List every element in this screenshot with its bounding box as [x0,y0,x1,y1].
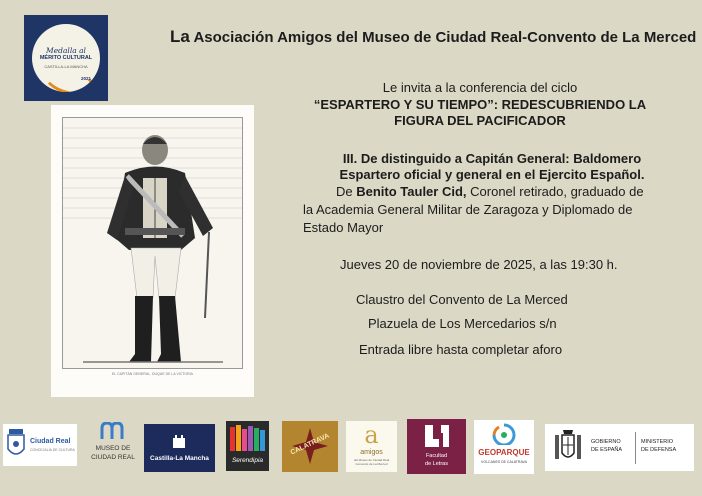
title-initial: La [170,27,190,46]
portrait-caption: EL CAPITÁN GENERAL, DUQUE DE LA VICTORIA [112,372,193,376]
amigos-sub: del Museo de Ciudad Real Convento de La Merced [353,458,390,466]
castilla-la-mancha-logo [144,424,215,472]
divider [635,432,636,464]
event-date: Jueves 20 de noviembre de 2025, a las 19:30 h. [340,257,618,272]
medal-disc [32,24,100,92]
geoparque-name: GEOPARQUE [478,448,530,457]
ministerio-line1: MINISTERIO [641,439,674,445]
cycle-title-line2: FIGURA DEL PACIFICADOR [394,113,566,128]
amigos-name: amigos [360,449,383,456]
coat-of-arms-icon [6,429,26,461]
badge-year: 2021 [80,76,91,81]
ciudad-real-logo [3,424,77,466]
invitation-intro: Le invita a la conferencia del ciclo [382,80,578,95]
ciudad-real-sub: CONCEJALÍA DE CULTURA [30,448,75,452]
speaker-name: Benito Tauler Cid, [356,184,467,199]
museo-ciudad-real-logo [88,420,138,470]
entry-note: Entrada libre hasta completar aforo [359,342,563,357]
museo-m-icon [100,422,126,440]
page-title [170,27,696,47]
talk-title-line2: Espartero oficial y general en el Ejercito Español. [339,167,645,182]
cycle-title-line1: “ESPARTERO Y SU TIEMPO”: REDESCUBRIENDO LA [313,97,647,112]
gobierno-line1: GOBIERNO [591,439,621,445]
spain-coat-of-arms-icon [553,429,583,465]
museo-line1: MUSEO DE [95,445,131,452]
serendipia-name: Serendipia [231,457,264,464]
title-rest: Asociación Amigos del Museo de Ciudad Real-Convento de La Merced [193,29,697,46]
speaker-prefix: De [336,184,353,199]
calatrava-logo [282,421,338,472]
gobierno-defensa-logo [545,424,694,471]
castle-icon [172,432,186,448]
badge-line3: CASTILLA-LA MANCHA [44,64,88,69]
speaker-bio-1: Coronel retirado, graduado de [470,184,644,199]
geoparque-logo [474,420,534,474]
calatrava-name: CALATRAVA [289,432,331,457]
badge-line2: MÉRITO CULTURAL [39,55,93,61]
books-icon [230,425,265,451]
talk-title-line1: III. De distinguido a Capitán General: Baldomero [342,151,642,166]
museo-line2: CIUDAD REAL [91,454,135,461]
gobierno-line2: DE ESPAÑA [591,447,623,453]
medalla-merito-cultural-logo [24,15,108,101]
general-figure-illustration [63,118,242,368]
volcano-icon [489,423,519,445]
espartero-portrait [51,105,254,397]
facultad-letras-logo [407,419,466,474]
speaker-bio-3: Estado Mayor [303,220,384,235]
badge-line1: Medalla al [46,46,86,55]
venue-line1: Claustro del Convento de La Merced [356,292,568,307]
letras-line2: de Letras [425,461,448,467]
amigos-museo-logo [346,421,397,472]
amigos-a-icon: a [364,421,379,449]
portrait-frame [62,117,243,369]
geoparque-sub: VOLCANES DE CALATRAVA [481,460,527,464]
letras-line1: Facultad [425,453,448,459]
speaker-line [336,184,644,199]
venue-line2: Plazuela de Los Mercedarios s/n [368,316,557,331]
letras-l-icon [425,425,449,447]
ministerio-line2: DE DEFENSA [641,447,677,453]
jccm-name: Castilla-La Mancha [150,455,209,462]
serendipia-logo [226,421,269,471]
speaker-bio-2: la Academia General Militar de Zaragoza y Diplomado de [303,202,633,217]
ciudad-real-name: Ciudad Real [30,438,71,445]
